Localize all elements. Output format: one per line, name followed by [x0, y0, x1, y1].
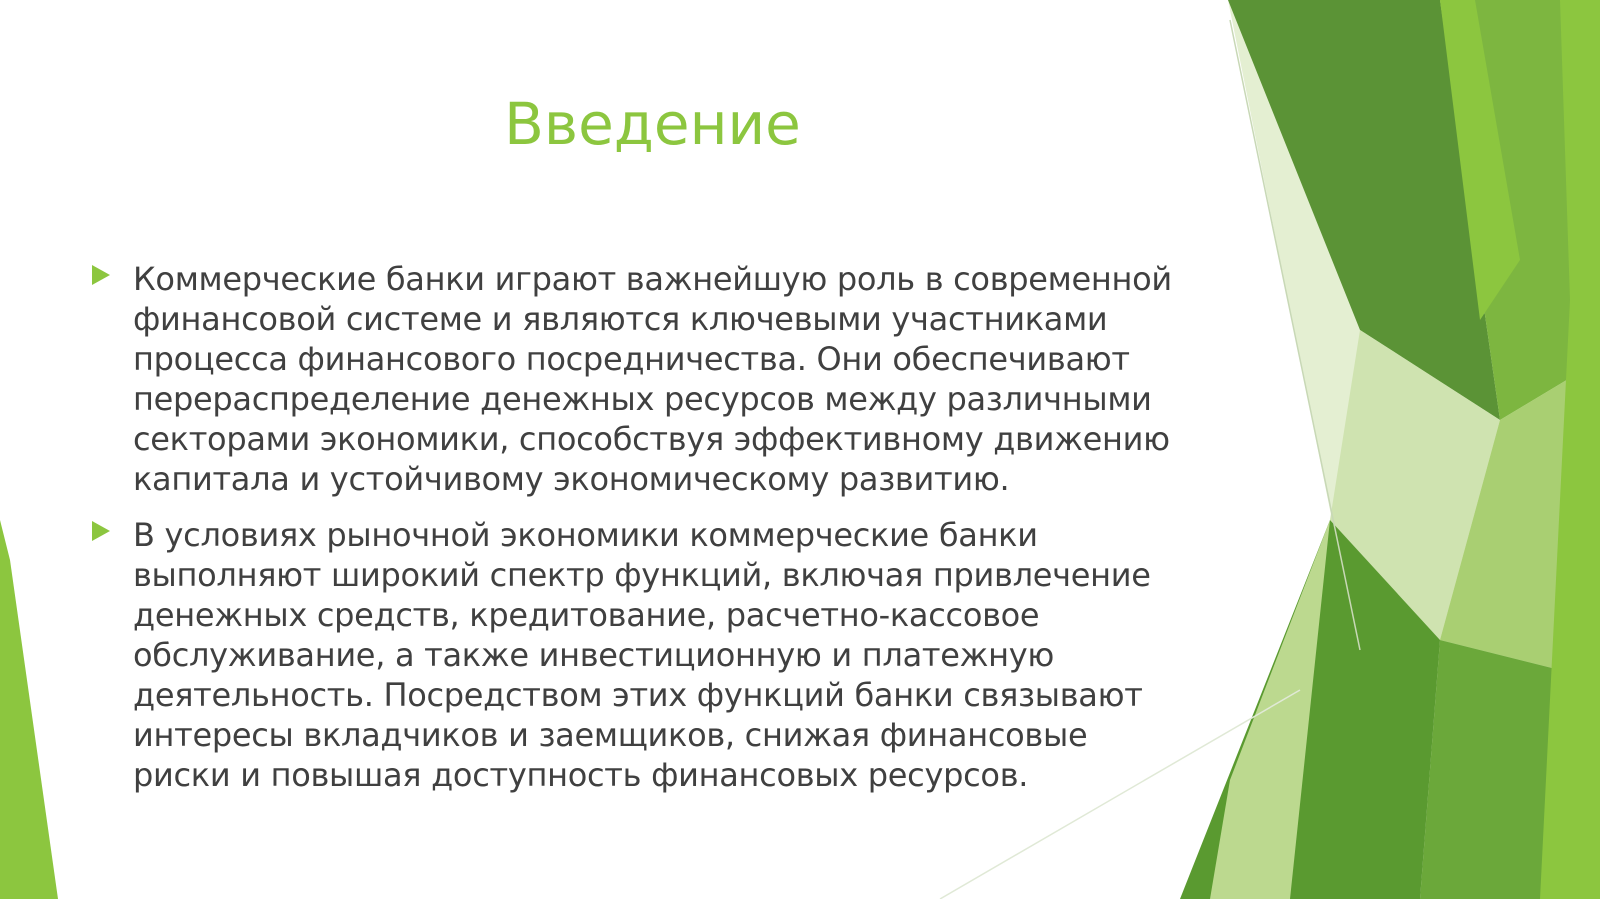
triangle-right-icon — [92, 265, 110, 285]
bullet-list — [92, 259, 1192, 811]
bullet-text: Коммерческие банки играют важнейшую роль в современной финансовой системе и являются ключевыми участниками процесса финансового посредничества. Они обеспечивают перераспределение денежных ресурсов между различными секторами экономики, способствуя эффективному движению капитала и устойчивому экономическому развитию. — [133, 260, 1172, 498]
slide-title: Введение — [504, 90, 801, 158]
triangle-right-icon — [92, 521, 110, 541]
bullet-text: В условиях рыночной экономики коммерческие банки выполняют широкий спектр функций, включая привлечение денежных средств, кредитование, расчетно-кассовое обслуживание, а также инвестиционную и платежную деятельность. Посредством этих функций банки связывают интересы вкладчиков и заемщиков, снижая финансовые риски и повышая доступность финансовых ресурсов. — [133, 516, 1151, 794]
bullet-item — [92, 259, 1192, 499]
facet-left-accent — [0, 520, 58, 899]
bullet-item — [92, 515, 1192, 795]
